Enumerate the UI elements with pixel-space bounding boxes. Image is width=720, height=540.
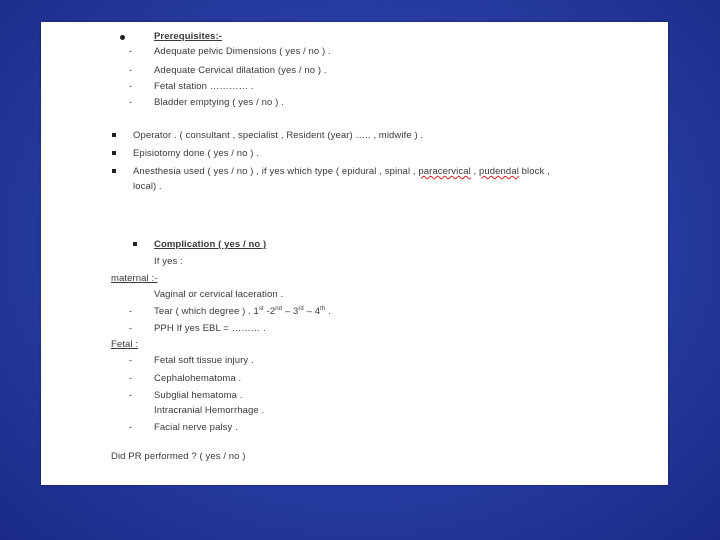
bullet-square-icon [112, 151, 116, 155]
dash-marker: - [129, 46, 133, 57]
complication-heading: Complication ( yes / no ) [154, 239, 267, 250]
dash-marker: - [129, 390, 133, 401]
dash-marker: - [129, 306, 133, 317]
fetal-heading: Fetal : [111, 339, 139, 350]
bullet-square-icon [133, 242, 137, 246]
prerequisites-heading: Prerequisites:- [154, 31, 223, 42]
episiotomy-line: Episiotomy done ( yes / no ) . [133, 148, 260, 159]
dash-marker: - [129, 81, 133, 92]
anesthesia-line-continued: local) . [133, 181, 162, 192]
maternal-item: PPH If yes EBL = ……… . [154, 323, 266, 334]
fetal-item: Fetal soft tissue injury . [154, 355, 254, 366]
maternal-tear-item: Tear ( which degree ) . 1st -2nd – 3rd – 4th . [154, 305, 331, 317]
prerequisite-item: Bladder emptying ( yes / no ) . [154, 97, 284, 108]
bullet-square-icon [112, 133, 116, 137]
dash-marker: - [129, 65, 133, 76]
fetal-item: Facial nerve palsy . [154, 422, 238, 433]
fetal-item: Intracranial Hemorrhage . [154, 405, 265, 416]
document-page [41, 22, 668, 485]
dash-marker: - [129, 323, 133, 334]
prerequisite-item: Fetal station ………… . [154, 81, 254, 92]
prerequisite-item: Adequate Cervical dilatation (yes / no ) . [154, 65, 327, 76]
dash-marker: - [129, 373, 133, 384]
dash-marker: - [129, 355, 133, 366]
bullet-dot-icon [120, 35, 125, 40]
bullet-square-icon [112, 169, 116, 173]
pr-question: Did PR performed ? ( yes / no ) [111, 451, 246, 462]
maternal-item: Vaginal or cervical laceration . [154, 289, 284, 300]
complication-if-yes: If yes : [154, 256, 183, 267]
dash-marker: - [129, 97, 133, 108]
dash-marker: - [129, 422, 133, 433]
fetal-item: Cephalohematoma . [154, 373, 242, 384]
operator-line: Operator . ( consultant , specialist , Resident (year) ….. , midwife ) . [133, 130, 424, 141]
anesthesia-line: Anesthesia used ( yes / no ) , if yes which type ( epidural , spinal , paracervical , pudendal block , [133, 166, 550, 177]
prerequisite-item: Adequate pelvic Dimensions ( yes / no ) . [154, 46, 331, 57]
fetal-item: Subglial hematoma . [154, 390, 243, 401]
maternal-heading: maternal :- [111, 273, 158, 284]
